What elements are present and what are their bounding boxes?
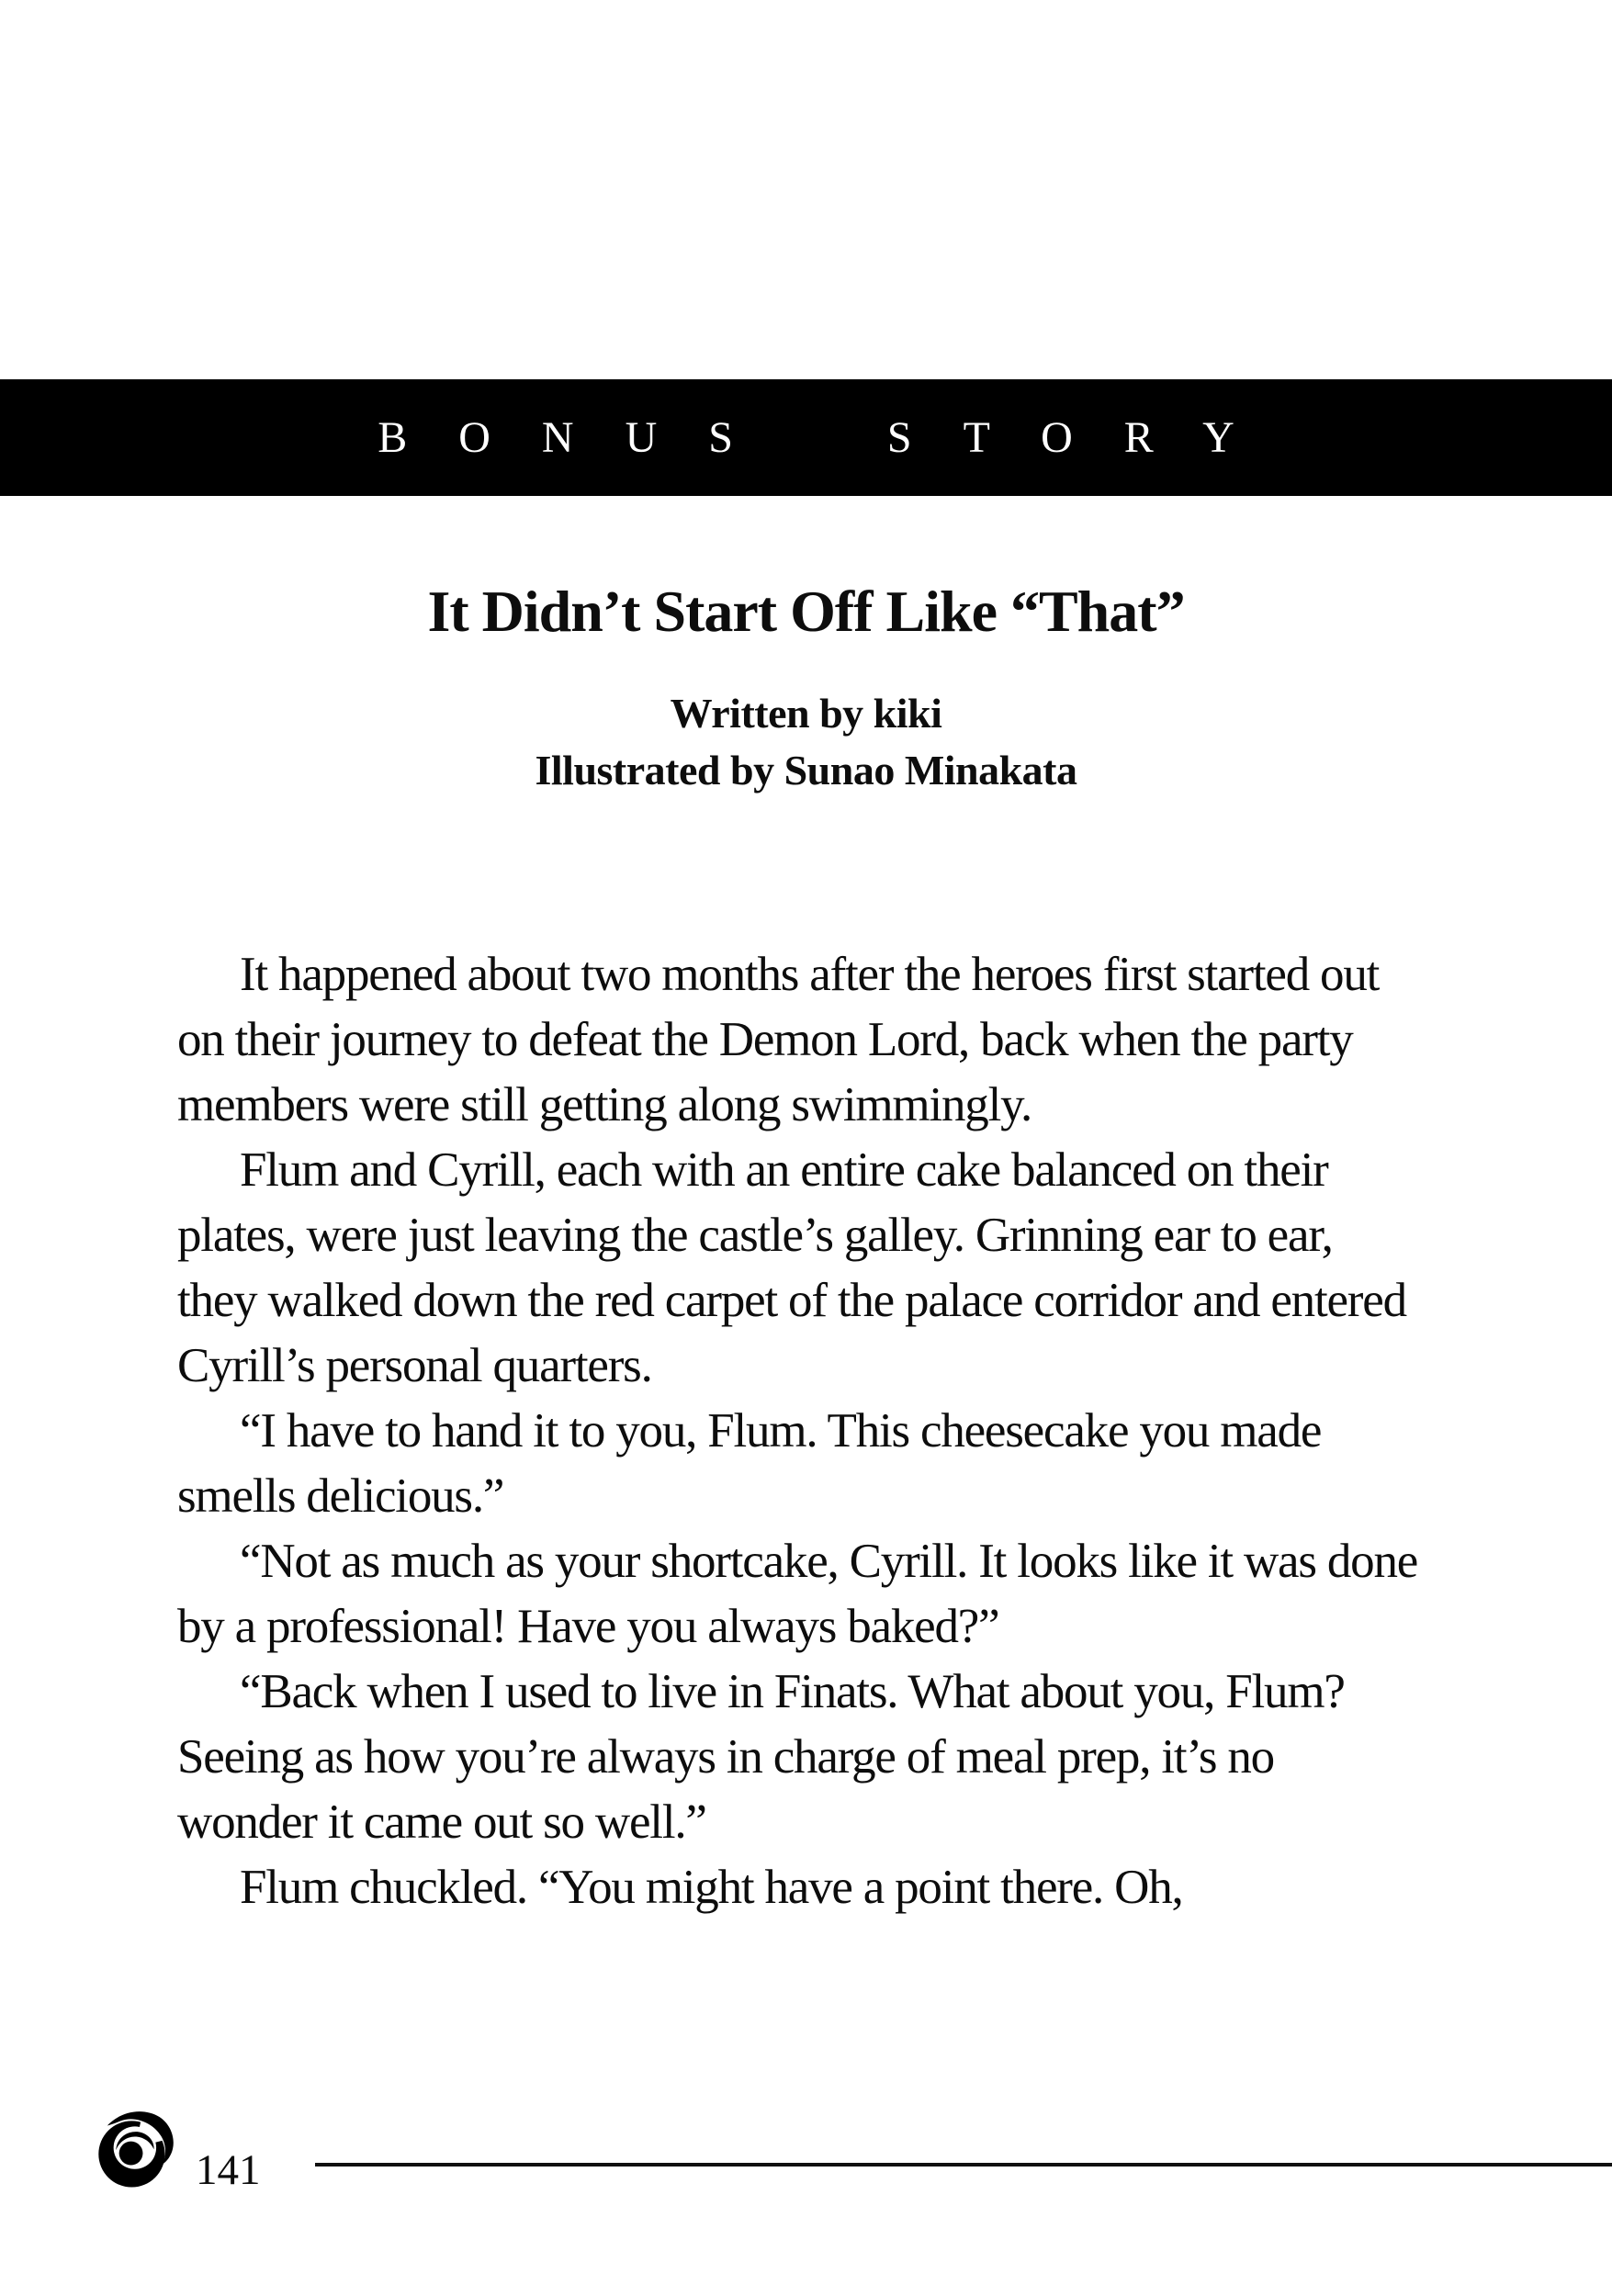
footer-rule [315, 2163, 1612, 2167]
story-paragraph: Flum and Cyrill, each with an entire cake balanced on their plates, were just leaving the castle’s galley. Grinning ear to ear, they walked down the red carpet of the palace corridor and entered Cyrill’s personal quarters. [177, 1143, 1406, 1392]
banner-label: BONUS STORY [378, 413, 1286, 462]
written-by-line: Written by kiki [670, 690, 942, 737]
story-title: It Didn’t Start Off Like “That” [427, 578, 1185, 644]
page-number: 141 [196, 2146, 261, 2194]
story-body [177, 942, 1422, 1920]
story-paragraph: It happened about two months after the heroes first started out on their journey to defeat the Demon Lord, back when the party members were still getting along swimmingly. [177, 948, 1380, 1131]
story-paragraph: “Not as much as your shortcake, Cyrill. It looks like it was done by a professional! Have you always baked?” [177, 1535, 1418, 1653]
story-paragraph: “Back when I used to live in Finats. What about you, Flum? Seeing as how you’re always in charge of meal prep, it’s no wonder it came out so well.” [177, 1665, 1345, 1849]
spiral-logo-icon [95, 2105, 174, 2197]
story-paragraph: “I have to hand it to you, Flum. This cheesecake you made smells delicious.” [177, 1404, 1322, 1523]
byline [0, 685, 1612, 799]
story-paragraph: Flum chuckled. “You might have a point there. Oh, [240, 1861, 1183, 1914]
bonus-story-banner [0, 379, 1612, 496]
illustrated-by-line: Illustrated by Sunao Minakata [535, 747, 1077, 793]
